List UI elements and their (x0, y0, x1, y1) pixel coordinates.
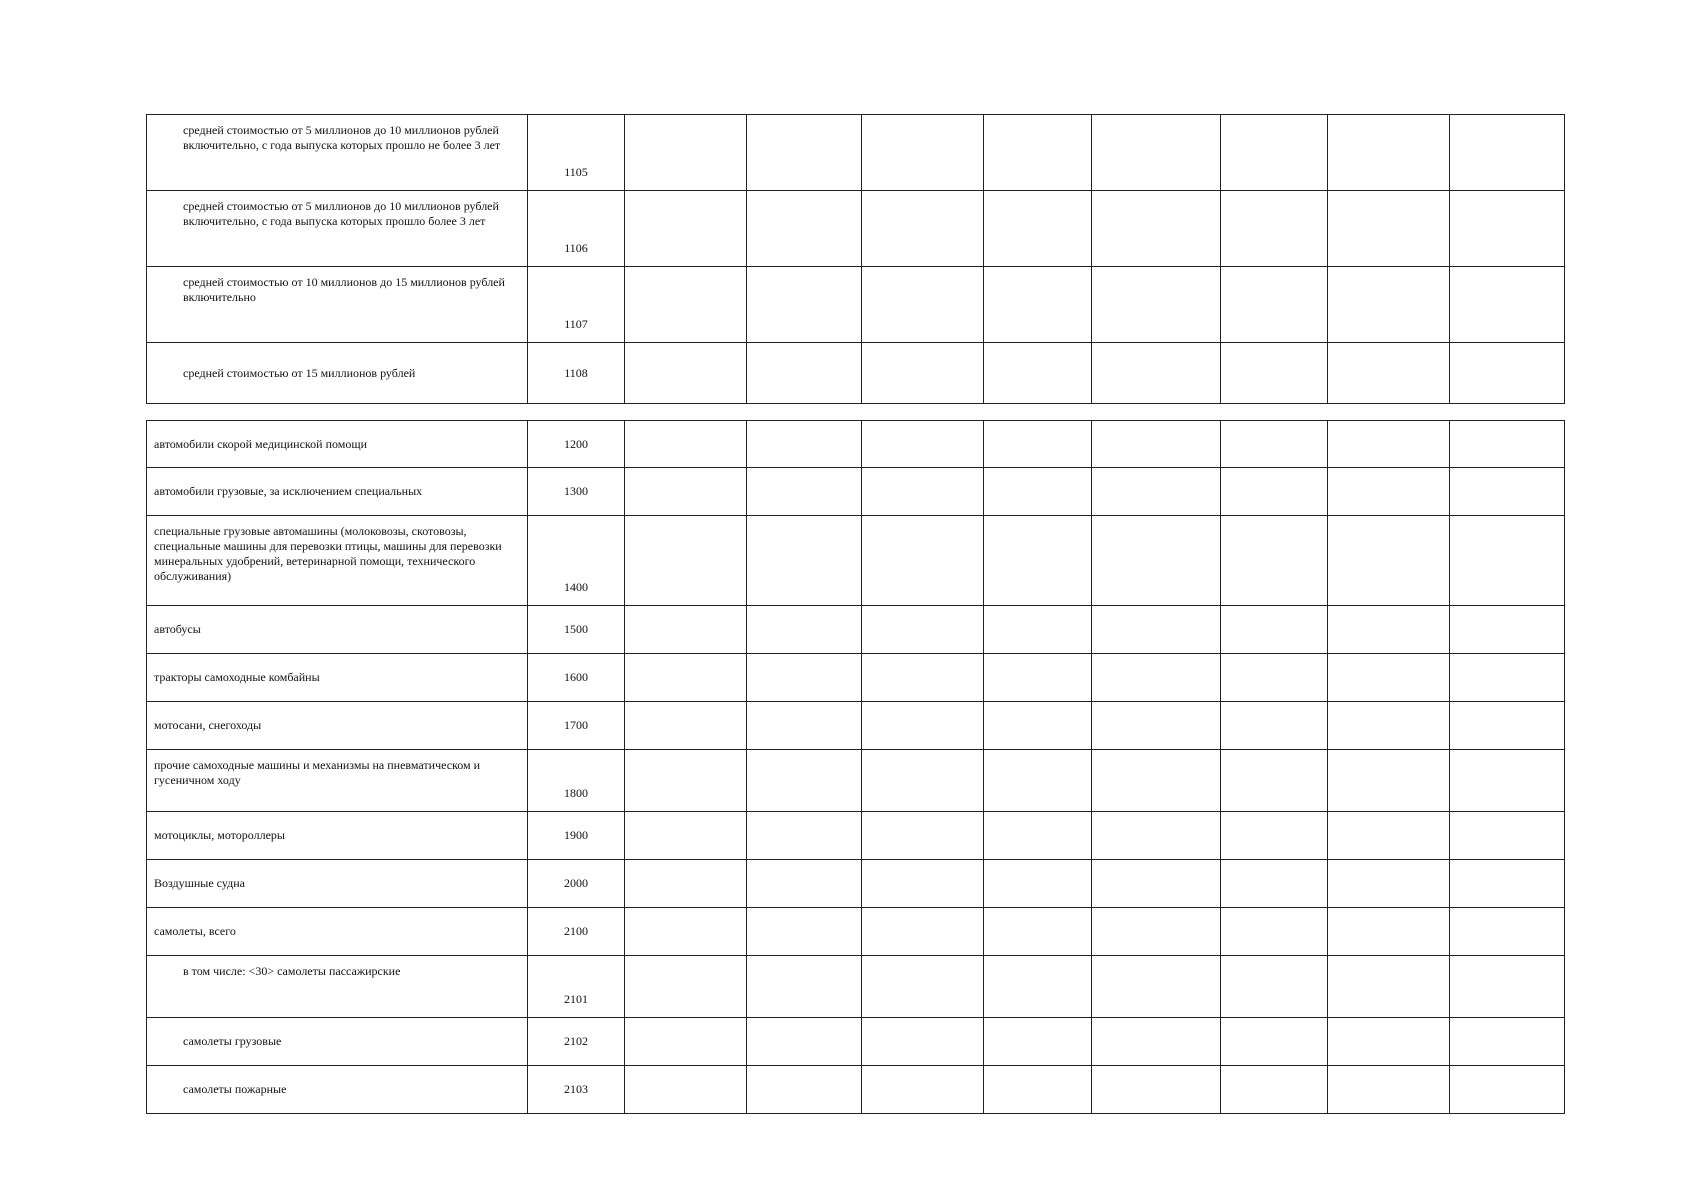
table-row (147, 516, 1565, 606)
value-cell (1092, 1066, 1221, 1114)
row-code: 2101 (528, 956, 625, 1018)
table-row (147, 468, 1565, 516)
value-cell (625, 1018, 747, 1066)
table-row (147, 1018, 1565, 1066)
row-code: 1500 (528, 606, 625, 654)
value-cell (1328, 516, 1450, 606)
value-cell (1092, 1018, 1221, 1066)
value-cell (862, 956, 984, 1018)
value-cell (984, 750, 1092, 812)
value-cell (1092, 191, 1221, 267)
value-cell (862, 606, 984, 654)
value-cell (862, 702, 984, 750)
value-cell (625, 702, 747, 750)
value-cell (984, 860, 1092, 908)
value-cell (625, 860, 747, 908)
value-cell (625, 516, 747, 606)
value-cell (625, 654, 747, 702)
value-cell (1092, 343, 1221, 404)
row-label: средней стоимостью от 5 миллионов до 10 миллионов рублей включительно, с года выпуска которых прошло не более 3 лет (147, 115, 528, 191)
value-cell (862, 421, 984, 468)
value-cell (1328, 1066, 1450, 1114)
value-cell (1221, 421, 1328, 468)
value-cell (1221, 654, 1328, 702)
row-code: 1200 (528, 421, 625, 468)
value-cell (625, 956, 747, 1018)
row-label: мотосани, снегоходы (147, 702, 528, 750)
value-cell (984, 468, 1092, 516)
table-row (147, 267, 1565, 343)
value-cell (984, 908, 1092, 956)
value-cell (1092, 516, 1221, 606)
value-cell (862, 191, 984, 267)
table-row (147, 702, 1565, 750)
row-code: 2102 (528, 1018, 625, 1066)
vehicle-table-top (146, 114, 1565, 404)
value-cell (1092, 115, 1221, 191)
row-label: средней стоимостью от 15 миллионов рублей (147, 343, 528, 404)
value-cell (1328, 654, 1450, 702)
value-cell (625, 191, 747, 267)
value-cell (1328, 1018, 1450, 1066)
value-cell (1092, 956, 1221, 1018)
value-cell (862, 115, 984, 191)
table-row (147, 115, 1565, 191)
value-cell (625, 115, 747, 191)
value-cell (1450, 468, 1565, 516)
row-label: прочие самоходные машины и механизмы на пневматическом и гусеничном ходу (147, 750, 528, 812)
value-cell (984, 1066, 1092, 1114)
value-cell (1450, 956, 1565, 1018)
value-cell (1221, 860, 1328, 908)
table-row (147, 343, 1565, 404)
row-code: 2103 (528, 1066, 625, 1114)
value-cell (1221, 606, 1328, 654)
row-code: 1300 (528, 468, 625, 516)
row-label: автобусы (147, 606, 528, 654)
value-cell (747, 343, 862, 404)
value-cell (625, 421, 747, 468)
value-cell (1092, 812, 1221, 860)
value-cell (1328, 115, 1450, 191)
value-cell (1328, 908, 1450, 956)
row-code: 2000 (528, 860, 625, 908)
value-cell (862, 750, 984, 812)
value-cell (747, 421, 862, 468)
table-row (147, 191, 1565, 267)
value-cell (1221, 191, 1328, 267)
table-row (147, 908, 1565, 956)
table-row (147, 1066, 1565, 1114)
value-cell (862, 1018, 984, 1066)
table-row (147, 421, 1565, 468)
value-cell (1328, 606, 1450, 654)
value-cell (747, 606, 862, 654)
value-cell (862, 343, 984, 404)
value-cell (984, 702, 1092, 750)
table-row (147, 606, 1565, 654)
value-cell (1221, 1018, 1328, 1066)
value-cell (1450, 115, 1565, 191)
row-code: 1800 (528, 750, 625, 812)
value-cell (984, 421, 1092, 468)
row-label: самолеты, всего (147, 908, 528, 956)
value-cell (625, 343, 747, 404)
value-cell (747, 702, 862, 750)
value-cell (1092, 468, 1221, 516)
value-cell (1221, 267, 1328, 343)
row-label: самолеты грузовые (147, 1018, 528, 1066)
value-cell (1092, 750, 1221, 812)
row-label: Воздушные судна (147, 860, 528, 908)
value-cell (625, 468, 747, 516)
row-code: 1105 (528, 115, 625, 191)
value-cell (984, 191, 1092, 267)
value-cell (1221, 115, 1328, 191)
value-cell (747, 516, 862, 606)
table-row (147, 812, 1565, 860)
value-cell (625, 606, 747, 654)
value-cell (625, 908, 747, 956)
value-cell (862, 812, 984, 860)
value-cell (984, 343, 1092, 404)
value-cell (747, 1018, 862, 1066)
value-cell (747, 1066, 862, 1114)
row-code: 1106 (528, 191, 625, 267)
row-label: тракторы самоходные комбайны (147, 654, 528, 702)
value-cell (984, 812, 1092, 860)
value-cell (1450, 191, 1565, 267)
value-cell (1092, 654, 1221, 702)
table-row (147, 654, 1565, 702)
value-cell (1221, 702, 1328, 750)
value-cell (1092, 267, 1221, 343)
value-cell (747, 468, 862, 516)
row-code: 1600 (528, 654, 625, 702)
value-cell (984, 1018, 1092, 1066)
value-cell (1450, 860, 1565, 908)
value-cell (984, 606, 1092, 654)
value-cell (1328, 191, 1450, 267)
value-cell (1328, 860, 1450, 908)
value-cell (1450, 1066, 1565, 1114)
value-cell (747, 191, 862, 267)
value-cell (862, 908, 984, 956)
value-cell (1328, 812, 1450, 860)
row-label: автомобили грузовые, за исключением специальных (147, 468, 528, 516)
row-code: 1700 (528, 702, 625, 750)
value-cell (1221, 1066, 1328, 1114)
value-cell (862, 654, 984, 702)
value-cell (1328, 956, 1450, 1018)
row-label: средней стоимостью от 10 миллионов до 15 миллионов рублей включительно (147, 267, 528, 343)
value-cell (862, 468, 984, 516)
value-cell (1328, 468, 1450, 516)
value-cell (1092, 606, 1221, 654)
value-cell (747, 750, 862, 812)
value-cell (984, 115, 1092, 191)
table-row (147, 956, 1565, 1018)
value-cell (1450, 267, 1565, 343)
value-cell (625, 267, 747, 343)
value-cell (625, 1066, 747, 1114)
value-cell (1450, 606, 1565, 654)
value-cell (747, 956, 862, 1018)
value-cell (747, 115, 862, 191)
value-cell (1328, 421, 1450, 468)
value-cell (1450, 654, 1565, 702)
value-cell (1328, 750, 1450, 812)
value-cell (1328, 702, 1450, 750)
row-code: 1400 (528, 516, 625, 606)
value-cell (625, 812, 747, 860)
value-cell (625, 750, 747, 812)
value-cell (1221, 516, 1328, 606)
table-row (147, 750, 1565, 812)
value-cell (1450, 812, 1565, 860)
value-cell (984, 516, 1092, 606)
value-cell (1092, 908, 1221, 956)
value-cell (1450, 343, 1565, 404)
row-label: в том числе: <30> самолеты пассажирские (147, 956, 528, 1018)
value-cell (984, 956, 1092, 1018)
row-label: автомобили скорой медицинской помощи (147, 421, 528, 468)
value-cell (747, 812, 862, 860)
value-cell (1221, 908, 1328, 956)
value-cell (747, 267, 862, 343)
value-cell (984, 267, 1092, 343)
value-cell (1221, 812, 1328, 860)
row-code: 1108 (528, 343, 625, 404)
value-cell (862, 516, 984, 606)
value-cell (1328, 343, 1450, 404)
value-cell (1092, 421, 1221, 468)
value-cell (1092, 702, 1221, 750)
row-label: специальные грузовые автомашины (молоковозы, скотовозы, специальные машины для перевозки птицы, машины для перевозки минеральных удобрений, ветеринарной помощи, технического обслуживания) (147, 516, 528, 606)
value-cell (862, 860, 984, 908)
value-cell (1221, 750, 1328, 812)
value-cell (1450, 908, 1565, 956)
value-cell (1221, 343, 1328, 404)
value-cell (984, 654, 1092, 702)
row-code: 1900 (528, 812, 625, 860)
value-cell (747, 860, 862, 908)
row-label: мотоциклы, мотороллеры (147, 812, 528, 860)
value-cell (747, 654, 862, 702)
row-label: самолеты пожарные (147, 1066, 528, 1114)
value-cell (1450, 421, 1565, 468)
table-row (147, 860, 1565, 908)
row-code: 2100 (528, 908, 625, 956)
value-cell (1450, 750, 1565, 812)
value-cell (1450, 1018, 1565, 1066)
value-cell (1328, 267, 1450, 343)
value-cell (862, 267, 984, 343)
vehicle-table-bottom (146, 420, 1565, 1114)
row-label: средней стоимостью от 5 миллионов до 10 миллионов рублей включительно, с года выпуска которых прошло более 3 лет (147, 191, 528, 267)
value-cell (747, 908, 862, 956)
value-cell (1221, 468, 1328, 516)
row-code: 1107 (528, 267, 625, 343)
value-cell (862, 1066, 984, 1114)
value-cell (1450, 702, 1565, 750)
value-cell (1450, 516, 1565, 606)
value-cell (1221, 956, 1328, 1018)
value-cell (1092, 860, 1221, 908)
